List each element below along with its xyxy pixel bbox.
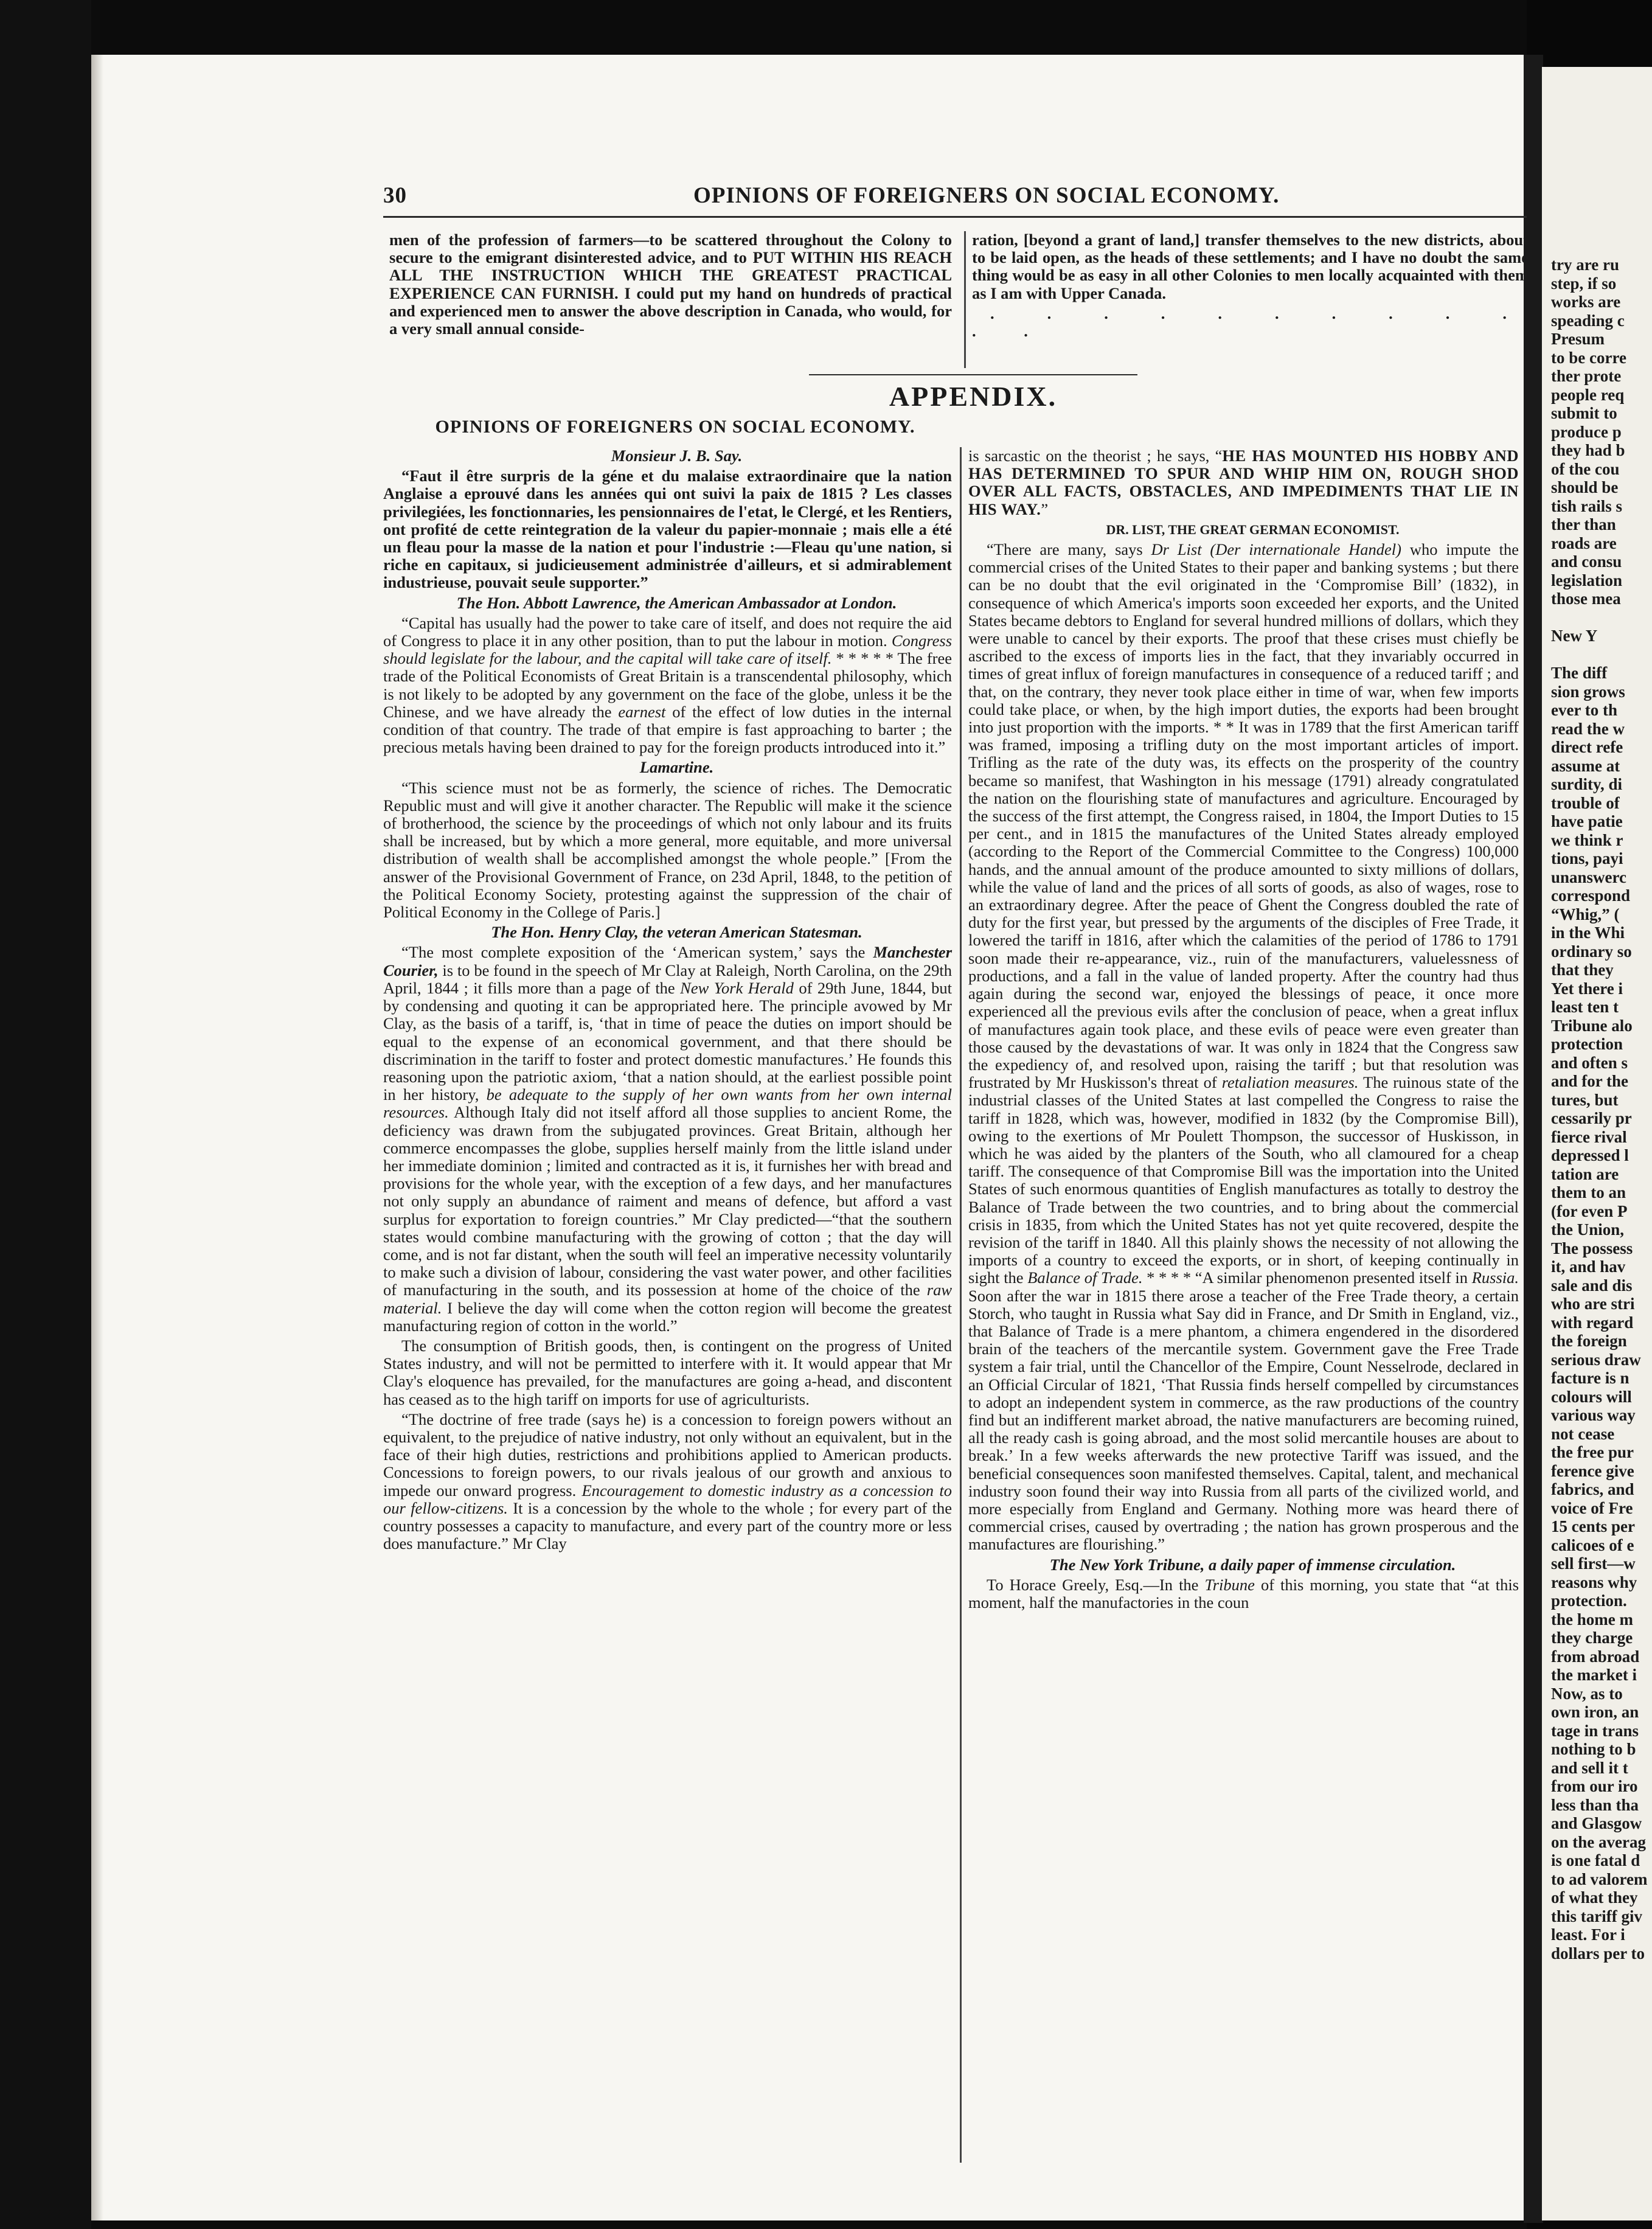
next-page-line: fabrics, and bbox=[1551, 1480, 1634, 1498]
next-page-line: correspond bbox=[1551, 886, 1631, 905]
next-page-line: New Y bbox=[1551, 627, 1598, 645]
next-page-line: voice of Fre bbox=[1551, 1498, 1633, 1517]
next-page-line: ference give bbox=[1551, 1461, 1634, 1480]
clay-text-7: “The doctrine of free trade (says he) is a concession to foreign powers without an equivalent, to the prejudice of native industry, not only without an equivalent, but in the face of their high duties, restrictions and prohibitions applied to American products. Concessions to foreign powers, to our rivals jealous of our growth and anxious to impede our onward progress. bbox=[383, 1410, 952, 1500]
next-page-line: reasons why bbox=[1551, 1573, 1637, 1591]
page-edge-shadow bbox=[91, 55, 103, 2220]
next-page-line: tage in trans bbox=[1551, 1721, 1639, 1740]
next-page-line: read the w bbox=[1551, 719, 1625, 738]
clay-paragraph-3 bbox=[383, 1411, 952, 1553]
clay-text-2: is to be found in the speech of Mr Clay at Raleigh, North Carolina, on the 29th April, 1844 ; it fills more than a page of the bbox=[383, 961, 953, 997]
lawrence-heading: The Hon. Abbott Lawrence, the American Ambassador at London. bbox=[456, 593, 897, 612]
next-page-line: assume at bbox=[1551, 756, 1620, 775]
next-page-line: ther than bbox=[1551, 515, 1616, 534]
next-page-line: tions, payi bbox=[1551, 849, 1623, 868]
next-page-line: it, and hav bbox=[1551, 1257, 1626, 1276]
tribune-paragraph bbox=[968, 1576, 1519, 1612]
list-text-2: who impute the commercial crises of the United States to their paper and banking systems ; but there can be no doubt that the evil originated in the ‘Compromise Bill’ (1832), in consequence of which America's imports soon exceeded her exports, and the United States became debtors to England for several hundred millions of dollars, which they were unable to cancel by their exports. The proof that these crises must chiefly be ascribed to the excess of imports lies in the fact, that they invariably occurred in times of great influx of foreign manufactures in consequence of a reduced tariff ; and that, on the contrary, they never took place either in time of war, when few imports could take place, or when, by the high import duties, the exports had been brought into just proportion with the imports. * * It was in 1789 that the first American tariff was framed, imposing a trifling duty on the most important articles of import. Trifling as the rate of the duty was, its effects on the prosperity of the country became so manifest, that Washington in his message (1791) already congratulated the nation on the flourishing state of manufactures and agriculture. Encouraged by the success of the first attempt, the Congress raised, in 1804, the Import Duties to 15 per cent., and in 1815 the manufactures of the United States already employed (according to the Report of the Commercial Committee to the Congress) 100,000 hands, and the annual amount of the produce amounted to sixty millions of dollars, while the value of land and the prices of all sorts of goods, as also of wages, rose to an extraordinary degree. After the peace of Ghent the Congress doubled the rate of duty for the first year, but pressed by the arguments of the disciples of Free Trade, it lowered the tariff in 1816, after which the calamities of the period of 1786 to 1791 soon made their re-appearance, viz., ruin of the manufacturers, valuelessness of productions, and a fall in the value of landed property. After the country had thus again during the second war, enjoyed the blessings of peace, it once more experienced all the previous evils after the conclusion of peace, when a great influx of manufactures again took place, and these evils of peace were even greater than those caused by the devastations of war. It was only in 1824 that the Congress saw the expediency of, and resolved upon, raising the tariff ; but that resolution was frustrated by Mr Huskisson's threat of bbox=[968, 540, 1519, 1092]
next-page-line: protection bbox=[1551, 1035, 1623, 1053]
section-title: OPINIONS OF FOREIGNERS ON SOCIAL ECONOMY. bbox=[435, 417, 915, 437]
next-page-line: dollars per to bbox=[1551, 1944, 1645, 1963]
clay-raw-material: raw material. bbox=[383, 1281, 953, 1317]
lawrence-text-1: “Capital has usually had the power to take care of itself, and does not require the aid of Congress to place it in any other position, than to put the labour in motion. bbox=[383, 613, 952, 650]
next-page-line: of the cou bbox=[1551, 459, 1620, 478]
clay-text-3: of 29th June, 1844, but by condensing and quoting it can be appropriated here. The principle avowed by Mr Clay, as the basis of a tariff, is, ‘that in time of peace the duties on import should be equal to the expense of an economical government, and that there should be discrimination in the tariff to foster and protect domestic manufactures.’ He founds this reasoning upon the patriotic axiom, ‘that a nation should, at the earliest possible point in her history, bbox=[383, 978, 953, 1104]
right-column bbox=[968, 447, 1519, 1614]
main-column-divider bbox=[960, 447, 962, 2163]
top-right-paragraph: ration, [beyond a grant of land,] transfer themselves to the new districts, about to be laid open, as the heads of these settlements; and I have no doubt the same thing would be as easy in all other Colonies to men locally acquainted with them as I am with Upper Canada. bbox=[972, 231, 1529, 302]
next-page-line: is one fatal d bbox=[1551, 1851, 1640, 1869]
next-page-line: and often s bbox=[1551, 1053, 1628, 1072]
next-page-line: “Whig,” ( bbox=[1551, 905, 1620, 923]
clay-paragraph-2: The consumption of British goods, then, is contingent on the progress of United States industry, and will not be permitted to interfere with it. It would appear that Mr Clay's eloquence has prevailed, for the manufactures are going a-head, and discontent has ceased as to the high tariff on imports for use of agriculturists. bbox=[383, 1336, 952, 1408]
next-page-line: unanswerc bbox=[1551, 868, 1627, 886]
list-book: (Der internationale Handel) bbox=[1210, 540, 1401, 559]
appendix-title: APPENDIX. bbox=[889, 381, 1058, 412]
next-page-line: the foreign bbox=[1551, 1332, 1627, 1350]
list-text-5: Soon after the war in 1815 there arose a teacher of the Free Trade theory, a certain Storch, who taught in Russia what Say did in France, and Dr Smith in England, viz., that Balance of Trade is a mere phantom, a chimera engendered in the disordered brain of the teachers of the mercantile system. Government gave the Free Trade system a fair trial, until the Chancellor of the Empire, Count Nesselrode, declared in an Official Circular of 1821, ‘That Russia finds herself compelled by circumstances to adopt an independent system in commerce, as the raw productions of the country find but an indifferent market abroad, the native manufacturers are becoming ruined, all the ready cash is going abroad, and the most solid mercantile houses are about to break.’ In a few weeks afterwards the new protective Tariff was issued, and the beneficial consequences soon manifested themselves. Capital, talent, and mechanical industry soon found their way into Russia from all parts of the civilized world, and more especially from England and Germany. Nothing more was heard there of commercial crises, caused by overtrading ; the nation has grown prosperous and the manufactures are flourishing.” bbox=[968, 1286, 1519, 1554]
next-page-line: calicoes of e bbox=[1551, 1535, 1634, 1554]
next-page-line: colours will bbox=[1551, 1387, 1632, 1406]
appendix-rule bbox=[809, 374, 1137, 375]
list-russia: Russia. bbox=[1471, 1268, 1519, 1287]
next-page-line: the home m bbox=[1551, 1610, 1633, 1629]
next-page-line: and Glasgow bbox=[1551, 1814, 1642, 1832]
lamartine-heading: Lamartine. bbox=[639, 758, 714, 777]
next-page-line: (for even P bbox=[1551, 1201, 1628, 1220]
lawrence-paragraph bbox=[383, 614, 952, 757]
next-page-line: sale and dis bbox=[1551, 1276, 1633, 1295]
next-page-line: from our iro bbox=[1551, 1777, 1638, 1795]
clay-text-1: “The most complete exposition of the ‘American system,’ says the bbox=[401, 943, 866, 962]
next-page-line: works are bbox=[1551, 293, 1621, 311]
page-number: 30 bbox=[383, 183, 407, 208]
next-page-line: tation are bbox=[1551, 1164, 1619, 1183]
top-column-divider bbox=[964, 231, 966, 368]
next-page-line: from abroad bbox=[1551, 1647, 1640, 1666]
next-page-line: nothing to b bbox=[1551, 1740, 1636, 1758]
next-page-line: protection. bbox=[1551, 1591, 1627, 1610]
next-page-line: in the Whi bbox=[1551, 923, 1625, 942]
next-page-line: that they bbox=[1551, 961, 1614, 979]
dotted-separator: . . . . . . . . . . . . bbox=[972, 304, 1529, 341]
next-page-line: have patie bbox=[1551, 812, 1623, 830]
next-page-line: not cease bbox=[1551, 1424, 1615, 1443]
clay-italic-2: be adequate to the supply of her own wants from her own internal resources. bbox=[383, 1085, 953, 1122]
next-page-line: the free pur bbox=[1551, 1443, 1634, 1461]
next-page-line: Yet there i bbox=[1551, 979, 1623, 998]
intro-close: ” bbox=[1041, 499, 1049, 518]
next-page-line: submit to bbox=[1551, 404, 1617, 422]
top-right-text-block bbox=[972, 231, 1529, 343]
next-page-line: own iron, an bbox=[1551, 1703, 1639, 1721]
list-name: Dr List bbox=[1151, 540, 1202, 559]
lawrence-italic: Congress should legislate for the labour, and the capital will take care of itself. bbox=[383, 631, 953, 668]
list-text-1: “There are many, says bbox=[987, 540, 1143, 559]
next-page-line: them to an bbox=[1551, 1183, 1626, 1201]
next-page-line: direct refe bbox=[1551, 738, 1623, 756]
next-page-line: ther prote bbox=[1551, 367, 1622, 385]
next-page-line: with regard bbox=[1551, 1313, 1634, 1332]
next-page-line: cessarily pr bbox=[1551, 1109, 1632, 1127]
list-balance: Balance of Trade. bbox=[1027, 1268, 1143, 1287]
next-page-line: they had b bbox=[1551, 441, 1625, 459]
next-page-line: and for the bbox=[1551, 1072, 1629, 1090]
next-page-line: 15 cents per bbox=[1551, 1517, 1635, 1535]
next-page-line: this tariff giv bbox=[1551, 1907, 1642, 1925]
next-page-line: roads are bbox=[1551, 534, 1617, 552]
next-page-line: to ad valorem bbox=[1551, 1869, 1648, 1888]
clay-heading: The Hon. Henry Clay, the veteran American Statesman. bbox=[491, 923, 862, 942]
next-page-line: try are ru bbox=[1551, 256, 1619, 274]
next-page-line: fierce rival bbox=[1551, 1127, 1627, 1146]
list-text-4: * * * * “A similar phenomenon presented itself in bbox=[1147, 1268, 1468, 1287]
next-page-line: surdity, di bbox=[1551, 775, 1623, 793]
next-page-line: speading c bbox=[1551, 311, 1625, 330]
next-page-line: least. For i bbox=[1551, 1925, 1625, 1944]
next-page-line: and sell it t bbox=[1551, 1758, 1628, 1777]
next-page-line: should be bbox=[1551, 478, 1619, 496]
next-page-line: ever to th bbox=[1551, 701, 1617, 719]
next-page-line: people req bbox=[1551, 385, 1625, 404]
next-page-line: legislation bbox=[1551, 571, 1623, 589]
next-page-line: of what they bbox=[1551, 1888, 1638, 1907]
left-column bbox=[383, 447, 952, 1555]
next-page-line: we think r bbox=[1551, 830, 1623, 849]
next-page-line: depressed l bbox=[1551, 1146, 1629, 1164]
next-page-line: Tribune alo bbox=[1551, 1016, 1633, 1035]
top-left-text-block bbox=[389, 231, 952, 340]
next-page-line: sell first—w bbox=[1551, 1554, 1636, 1573]
next-page-line: facture is n bbox=[1551, 1369, 1629, 1387]
next-page-line: The possess bbox=[1551, 1239, 1633, 1257]
next-page-line: less than tha bbox=[1551, 1795, 1639, 1814]
next-page-line: produce p bbox=[1551, 422, 1622, 441]
intro-text: is sarcastic on the theorist ; he says, “ bbox=[968, 447, 1223, 465]
clay-paragraph-1 bbox=[383, 944, 952, 1334]
list-heading: DR. LIST, THE GREAT GERMAN ECONOMIST. bbox=[1106, 521, 1400, 537]
next-page-line: various way bbox=[1551, 1406, 1636, 1424]
next-page-line: the market i bbox=[1551, 1666, 1637, 1684]
clay-sarcasm-paragraph bbox=[968, 447, 1519, 518]
lawrence-text-2: * * * * * The free trade of the Political Economists of Great Britain is a transcendental philosophy, which is not likely to be adopted by any government on the face of the globe, unless it be the Chinese, and we have already the bbox=[383, 649, 952, 721]
clay-text-4: Although Italy did not itself afford all those supplies to ancient Rome, the deficiency was drawn from the subjugated provinces. Great Britain, although her commerce encompasses the globe, supplies herself mainly from the little island under her immediate dominion ; limited and contracted as it is, it furnishes her with bread and provisions for the whole year, with the exception of a few days, and her manufactures not only supply an abundance of raiment and means of defence, but afford a vast surplus for exportation to foreign countries.” Mr Clay predicted—“that the southern states would combine manufacturing with the growing of cotton ; that the day will come, and is not far distant, when the south will feel an imperative necessity voluntarily to make such a division of labour, considering the vast water power, and other facilities of manufacturing in the south, and its possession at home of the choice of the bbox=[383, 1103, 952, 1299]
list-paragraph bbox=[968, 541, 1519, 1554]
list-text-3: The ruinous state of the industrial classes of the United States at last compelled the Congress to raise the tariff in 1828, which was, however, modified in 1832 (by the Compromise Bill), owing to the exertions of Mr Poulett Thompson, the successor of Huskisson, in which he was aided by the planters of the South, who all clamoured for a cheap tariff. The consequence of that Compromise Bill was the importation into the United States of such enormous quantities of English manufactures as totally to destroy the Balance of Trade between the two countries, and to bring about the commercial crisis in 1835, from which the United States has not yet quite recovered, despite the revision of the tariff in 1840. All this plainly shows the necessity of not allowing the imports of a country to exceed the exports, or in short, of keeping continually in sight the bbox=[968, 1073, 1519, 1287]
next-page-line: they charge bbox=[1551, 1629, 1633, 1647]
next-page-line bbox=[1551, 645, 1652, 664]
next-page-line: ordinary so bbox=[1551, 942, 1632, 961]
next-page-line bbox=[1551, 608, 1652, 627]
say-paragraph: “Faut il être surpris de la géne et du malaise extraordinaire que la nation Anglaise a eprouvé dans les années qui ont suivi la paix de 1815 ? Les classes privilegiées, les fonctionnaries, les pensionnaires de l'etat, le Clergé, et les Rentiers, ont profité de cette reintegration de la valeur du papier-monnaie ; mais elle a été un fleau pour la masse de la nation et pour l'industrie :—Fleau qu'une nation, si riche en capitaux, si judicieusement administrée d'ailleurs, et si admirablement industrieuse, pouvait seule supporter.” bbox=[383, 467, 952, 592]
tribune-text-2: of this morning, you state that “at this moment, half the manufactories in the coun bbox=[968, 1575, 1519, 1612]
lamartine-paragraph: “This science must not be as formerly, the science of riches. The Democratic Republic must and will give it another character. The Republic will make it the science of brotherhood, the science by the proceedings of which not only labour and its fruits shall be increased, but by which a more general, more equitable, and more universal distribution of wealth shall be accomplished amongst the whole people.” [From the answer of the Provisional Government of France, on 23d April, 1848, to the petition of the Political Economy Society, protesting against the suppression of the chair of Political Economy in the College of Paris.] bbox=[383, 778, 952, 922]
next-page-line: to be corre bbox=[1551, 348, 1626, 367]
book-gutter bbox=[1524, 55, 1543, 2223]
tribune-text-1: To Horace Greely, Esq.—In the bbox=[987, 1575, 1199, 1594]
clay-herald: New York Herald bbox=[680, 978, 794, 997]
tribune-italic: Tribune bbox=[1204, 1575, 1255, 1594]
tribune-heading: The New York Tribune, a daily paper of immense circulation. bbox=[1049, 1555, 1456, 1574]
next-page-line: serious draw bbox=[1551, 1350, 1641, 1369]
clay-text-5: I believe the day will come when the cotton region will become the greatest manufacturing region of cotton in the world.” bbox=[383, 1298, 953, 1335]
next-page-line: who are stri bbox=[1551, 1295, 1635, 1313]
next-page-line: least ten t bbox=[1551, 998, 1619, 1016]
running-title: OPINIONS OF FOREIGNERS ON SOCIAL ECONOMY. bbox=[693, 183, 1280, 208]
next-page-line: Now, as to bbox=[1551, 1684, 1623, 1703]
say-heading: Monsieur J. B. Say. bbox=[611, 447, 743, 465]
next-page-line: those mea bbox=[1551, 589, 1621, 608]
next-page-text-fragment bbox=[1551, 256, 1652, 1963]
next-page-line: on the averag bbox=[1551, 1832, 1646, 1851]
clay-italic-3: Encouragement to domestic industry as a concession to our fellow-citizens. bbox=[383, 1481, 952, 1517]
scan-border-left bbox=[0, 0, 91, 2229]
next-page-line: and consu bbox=[1551, 552, 1622, 571]
list-retaliation: retaliation measures. bbox=[1221, 1073, 1359, 1092]
next-page-line: trouble of bbox=[1551, 793, 1620, 812]
top-left-paragraph: men of the profession of farmers—to be scattered throughout the Colony to secure to the emigrant disinterested advice, and to PUT WITHIN HIS REACH ALL THE INSTRUCTION WHICH THE GREATEST PRACTICAL EXPERIENCE CAN FURNISH. I could put my hand on hundreds of practical and experienced men to answer the above description in Canada, who would, for a very small annual conside- bbox=[389, 231, 952, 338]
next-page-line: step, if so bbox=[1551, 274, 1617, 293]
next-page-line: The diff bbox=[1551, 664, 1608, 682]
page-header bbox=[383, 183, 1515, 225]
lawrence-text-3: of the effect of low duties in the internal condition of that country. The trade of that empire is fast approaching to barter ; the precious metals having been drained to pay for the foreign products introduced into it.” bbox=[383, 702, 952, 757]
next-page-line: sion grows bbox=[1551, 682, 1625, 701]
next-page-line: tures, but bbox=[1551, 1090, 1619, 1109]
header-rule bbox=[383, 216, 1527, 218]
intro-caps: HE HAS MOUNTED HIS HOBBY AND HAS DETERMINED TO SPUR AND WHIP HIM ON, ROUGH SHOD OVER ALL FACTS, OBSTACLES, AND IMPEDIMENTS THAT LIE IN HIS WAY. bbox=[968, 447, 1519, 518]
lawrence-earnest: earnest bbox=[618, 702, 666, 721]
next-page-line: tish rails s bbox=[1551, 496, 1623, 515]
clay-courier: Manchester Courier, bbox=[383, 943, 953, 979]
clay-text-8: It is a concession by the whole to the whole ; for every part of the country possesses a capacity to manufacture, and every part of the country more or less does manufacture.” Mr Clay bbox=[383, 1498, 953, 1553]
next-page-line: Presum bbox=[1551, 330, 1605, 348]
next-page-line: the Union, bbox=[1551, 1220, 1625, 1239]
